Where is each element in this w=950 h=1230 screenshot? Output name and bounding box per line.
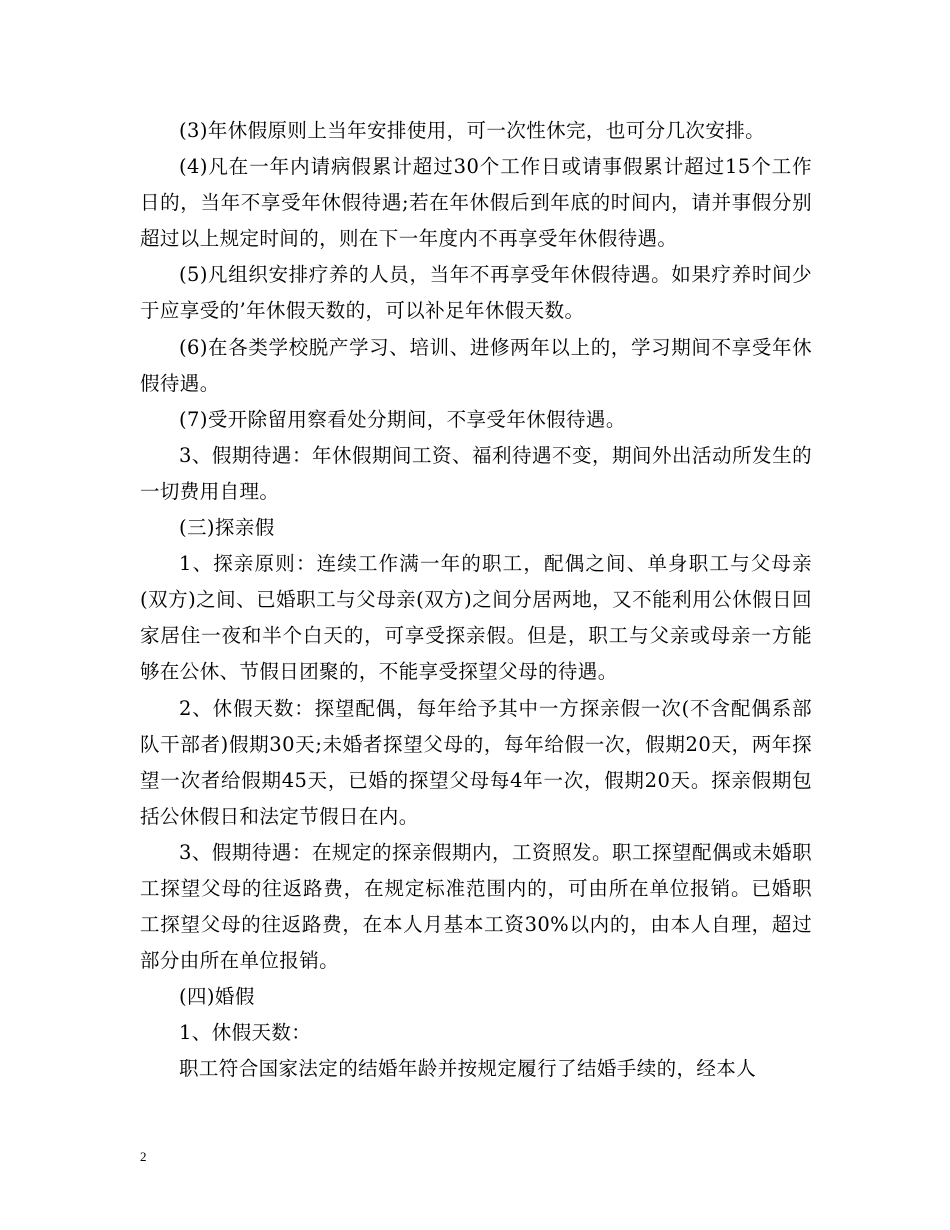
- paragraph-marriage-leave-days: 1、休假天数：: [179, 1021, 312, 1045]
- paragraph-family-visit-days: 2、休假天数：探望配偶，每年给予其中一方探亲假一次(不含配偶系部队干部者)假期30天;未婚者探望父母的，每年给假一次，假期20天，两年探望一次者给假期45天，已婚的探望父母每4年一次，假期20天。探亲假期包括公休假日和法定节假日在内。: [140, 696, 812, 828]
- paragraph-annual-leave-6: (6)在各类学校脱产学习、培训、进修两年以上的，学习期间不享受年休假待遇。: [140, 335, 812, 395]
- page-number: 2: [140, 1149, 147, 1164]
- section-heading-marriage-leave: (四)婚假: [179, 985, 255, 1009]
- paragraph-annual-leave-5: (5)凡组织安排疗养的人员，当年不再享受年休假待遇。如果疗养时间少于应享受的’年休假天数的，可以补足年休假天数。: [140, 263, 812, 323]
- paragraph-family-visit-principle: 1、探亲原则：连续工作满一年的职工，配偶之间、单身职工与父母亲(双方)之间、已婚职工与父母亲(双方)之间分居两地，又不能利用公休假日回家居住一夜和半个白天的，可享受探亲假。但是，职工与父亲或母亲一方能够在公休、节假日团聚的，不能享受探望父母的待遇。: [140, 552, 812, 684]
- section-heading-family-visit-leave: (三)探亲假: [179, 516, 275, 540]
- paragraph-marriage-leave-eligibility: 职工符合国家法定的结婚年龄并按规定履行了结婚手续的，经本人: [179, 1057, 757, 1081]
- paragraph-annual-leave-3: (3)年休假原则上当年安排使用，可一次性休完，也可分几次安排。: [179, 119, 766, 142]
- paragraph-family-visit-pay: 3、假期待遇：在规定的探亲假期内，工资照发。职工探望配偶或未婚职工探望父母的往返路费，在规定标准范围内的，可由所在单位报销。已婚职工探望父母的往返路费，在本人月基本工资30%以内的，由本人自理，超过部分由所在单位报销。: [140, 840, 812, 973]
- paragraph-annual-leave-4: (4)凡在一年内请病假累计超过30个工作日或请事假累计超过15个工作日的，当年不享受年休假待遇;若在年休假后到年底的时间内，请并事假分别超过以上规定时间的，则在下一年度内不再享受年休假待遇。: [140, 155, 812, 251]
- paragraph-annual-leave-7: (7)受开除留用察看处分期间，不享受年休假待遇。: [179, 407, 626, 431]
- paragraph-annual-leave-pay: 3、假期待遇：年休假期间工资、福利待遇不变，期间外出活动所发生的一切费用自理。: [140, 443, 812, 503]
- document-body: [140, 113, 812, 1088]
